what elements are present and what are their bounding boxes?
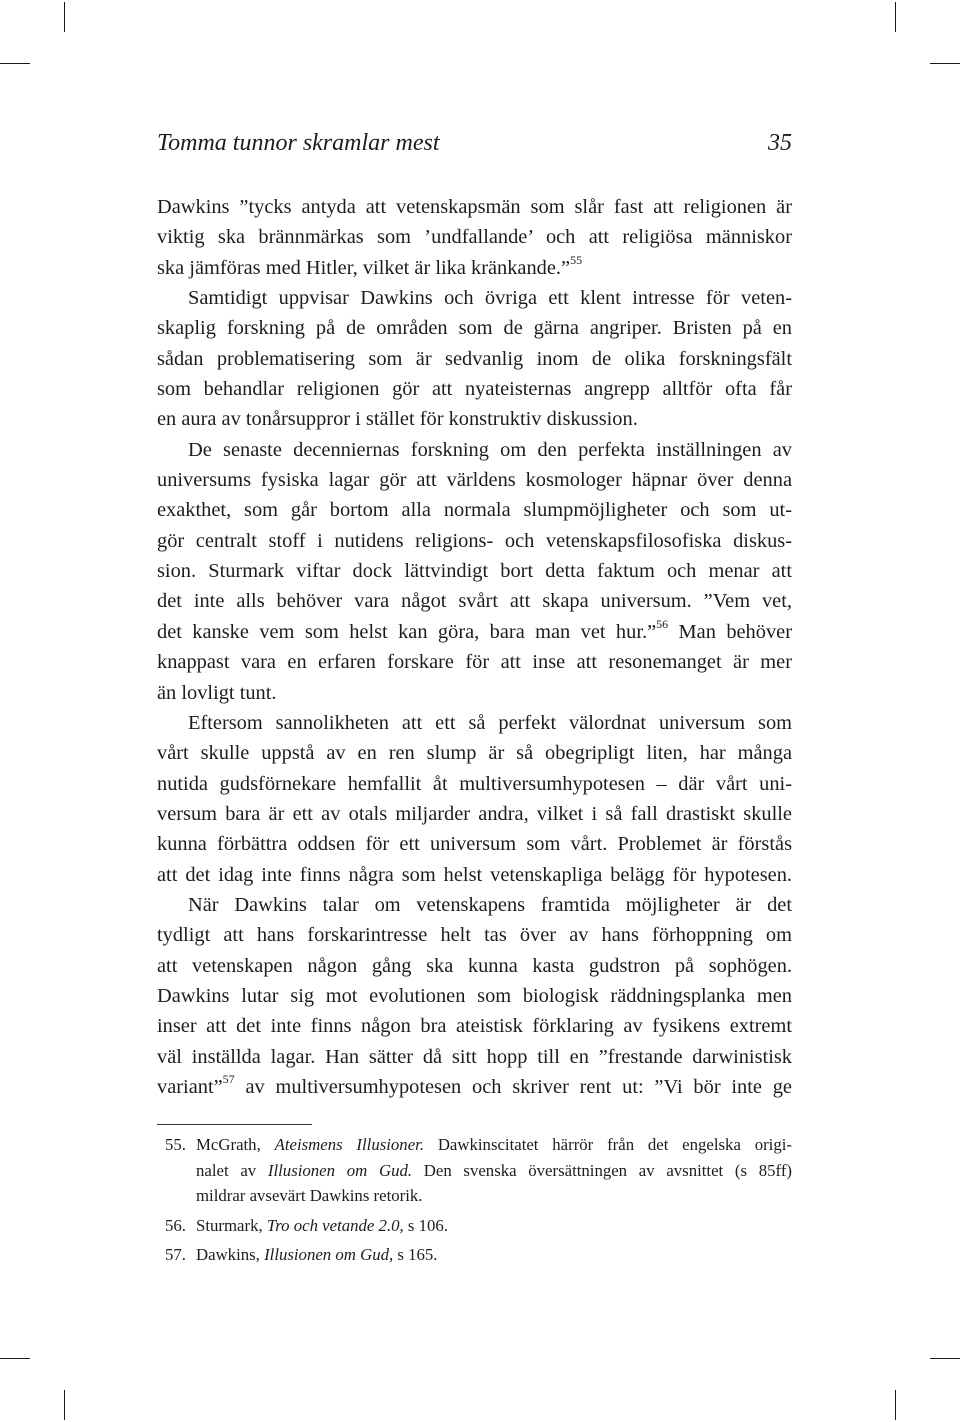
- text-line: som behandlar religionen gör att nyateisternas angrepp alltför ofta får: [157, 378, 792, 401]
- text-line: versum bara är ett av otals miljarder andra, vilket i så fall drastiskt skulle: [157, 802, 792, 825]
- text-line: Eftersom sannolikheten att ett så perfekt välordnat universum som: [188, 711, 792, 734]
- text-line: [157, 253, 792, 283]
- text-span: Man behöver: [678, 620, 792, 643]
- running-header: [157, 130, 792, 166]
- footnotes: [165, 1132, 792, 1268]
- footnote-title: Illusionen om Gud,: [264, 1245, 394, 1264]
- text-line: Dawkins ”tycks antyda att vetenskapsmän som slår fast att religionen är: [157, 196, 792, 218]
- footnote-text: McGrath,: [196, 1135, 275, 1154]
- text-line: När Dawkins talar om vetenskapens framtida möjligheter är det: [188, 893, 792, 916]
- body-text: [157, 192, 792, 1102]
- footnote-line: [196, 1213, 792, 1239]
- footnote-number: 57.: [165, 1245, 186, 1264]
- footnote-number: 55.: [165, 1135, 186, 1154]
- text-line: tydligt att hans forskarintresse helt tas över av hans förhoppning om: [157, 924, 792, 947]
- text-line: sådan problematisering som är sedvanlig inom de olika forskningsfält: [157, 347, 792, 370]
- footnote-56: [165, 1213, 792, 1239]
- text-span: variant”: [157, 1075, 223, 1098]
- footnote-ref: 55: [570, 252, 583, 267]
- crop-mark-top-left-horizontal: [0, 63, 30, 64]
- footnote-text: nalet av: [196, 1160, 268, 1180]
- crop-mark-bottom-left-horizontal: [0, 1358, 30, 1359]
- footnote-ref: 56: [656, 617, 669, 632]
- text-line: vårt skulle uppstå av en ren slump är så obegripligt liten, har många: [157, 742, 792, 765]
- text-line: viktig ska brännmärkas som ’undfallande’ och att religiösa människor: [157, 226, 792, 249]
- text-line: Samtidigt uppvisar Dawkins och övriga ett klent intresse för veten-: [188, 287, 792, 310]
- footnote-text: Dawkinscitatet härrör från det engelska origi-: [424, 1135, 792, 1154]
- crop-mark-top-left-vertical: [64, 2, 65, 32]
- page-number: 35: [768, 130, 792, 156]
- crop-mark-bottom-right-vertical: [895, 1390, 896, 1420]
- text-line: nutida gudsförnekare hemfallit åt multiversumhypotesen – där vårt uni-: [157, 772, 792, 795]
- footnote-title: Tro och vetande 2.0,: [266, 1215, 404, 1235]
- footnote-text: s 165.: [393, 1245, 438, 1264]
- footnote-57: [165, 1242, 792, 1268]
- text-line: det inte alls behöver vara något svårt att skapa universum. ”Vem vet,: [157, 590, 792, 613]
- crop-mark-bottom-right-horizontal: [930, 1358, 960, 1359]
- footnote-text: Sturmark,: [196, 1215, 267, 1235]
- footnote-title: Illusionen om Gud.: [267, 1160, 413, 1180]
- footnote-ref: 57: [222, 1072, 235, 1087]
- text-line: exakthet, som går bortom alla normala slumpmöjligheter och som ut-: [157, 499, 792, 522]
- text-line: sion. Sturmark viftar dock lättvindigt bort detta faktum och menar att: [157, 560, 792, 583]
- text-line: [157, 617, 792, 647]
- footnote-line: [196, 1132, 792, 1158]
- text-span: ska jämföras med Hitler, vilket är lika kränkande.”: [157, 256, 571, 279]
- text-line: än lovligt tunt.: [157, 681, 277, 704]
- text-line: inser att det inte finns någon bra ateistisk förklaring av fysikens extremt: [157, 1015, 792, 1038]
- text-line: kunna förbättra oddsen för ett universum som vårt. Problemet är förstås: [157, 833, 792, 856]
- crop-mark-top-right-horizontal: [930, 63, 960, 64]
- footnote-55: [165, 1132, 792, 1209]
- footnote-text: Den svenska översättningen av avsnittet (s 85ff): [412, 1160, 792, 1180]
- text-line: skaplig forskning på de områden som de gärna angriper. Bristen på en: [157, 317, 792, 340]
- running-header-title: Tomma tunnor skramlar mest: [157, 130, 440, 156]
- text-line: [157, 1072, 792, 1102]
- text-span: det kanske vem som helst kan göra, bara man vet hur.”: [157, 620, 657, 643]
- footnote-title: Ateismens Illusioner.: [274, 1135, 425, 1154]
- text-line: knappast vara en erfaren forskare för att inse att resonemanget är mer: [157, 651, 792, 674]
- text-line: att det idag inte finns några som helst vetenskapliga belägg för hypotesen.: [157, 863, 792, 886]
- footnote-line: [196, 1242, 792, 1268]
- text-line: universums fysiska lagar gör att världens kosmologer häpnar över denna: [157, 469, 792, 492]
- text-line: en aura av tonårsuppror i stället för konstruktiv diskussion.: [157, 408, 638, 431]
- footnote-line: [196, 1158, 792, 1184]
- text-line: väl inställda lagar. Han sätter då sitt hopp till en ”frestande darwinistisk: [157, 1045, 792, 1068]
- text-line: gör centralt stoff i nutidens religions- och vetenskapsfilosofiska diskus-: [157, 529, 792, 552]
- text-line: att vetenskapen någon gång ska kunna kasta gudstron på sophögen.: [157, 954, 792, 977]
- footnote-separator: [157, 1124, 312, 1125]
- text-line: De senaste decenniernas forskning om den perfekta inställningen av: [188, 438, 792, 461]
- footnote-number: 56.: [165, 1215, 186, 1235]
- crop-mark-top-right-vertical: [895, 2, 896, 32]
- footnote-line: mildrar avsevärt Dawkins retorik.: [196, 1186, 423, 1205]
- text-span: av multiversumhypotesen och skriver rent ut: ”Vi bör inte ge: [245, 1075, 792, 1098]
- crop-mark-bottom-left-vertical: [64, 1390, 65, 1420]
- footnote-text: Dawkins,: [196, 1245, 265, 1264]
- text-line: Dawkins lutar sig mot evolutionen som biologisk räddningsplanka men: [157, 984, 792, 1007]
- footnote-text: s 106.: [403, 1215, 449, 1235]
